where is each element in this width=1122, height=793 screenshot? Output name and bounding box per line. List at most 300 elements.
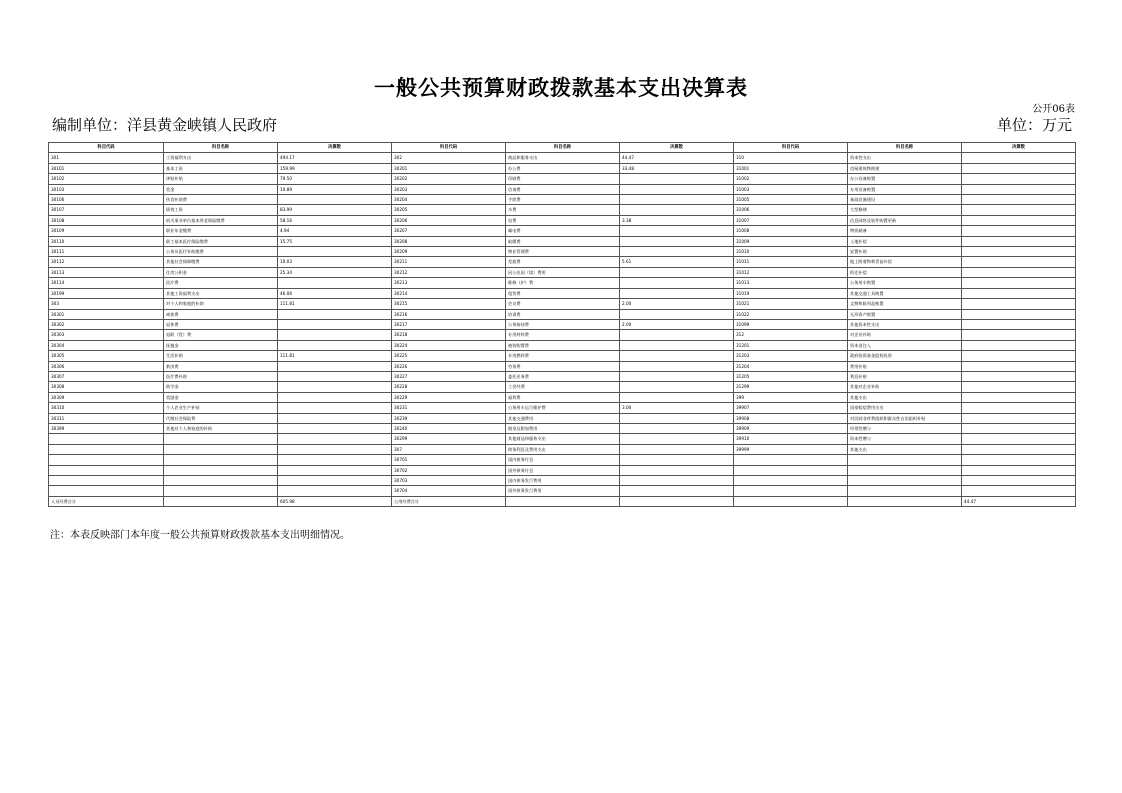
table-cell: 离休费 (164, 309, 278, 319)
table-cell: 维修（护）费 (506, 278, 620, 288)
table-cell: 30215 (392, 299, 506, 309)
table-cell: 30101 (49, 163, 164, 173)
table-cell: 159.99 (278, 163, 392, 173)
table-cell (962, 174, 1076, 184)
table-cell: 58.16 (278, 215, 392, 225)
table-cell: 差旅费 (506, 257, 620, 267)
table-cell (848, 465, 962, 475)
table-cell: 奖金 (164, 184, 278, 194)
table-row (49, 434, 1076, 444)
table-cell: 退职（役）费 (164, 330, 278, 340)
table-cell: 咨询费 (506, 184, 620, 194)
table-cell: 39999 (734, 444, 848, 454)
table-cell (620, 496, 734, 506)
table-cell: 25.34 (278, 267, 392, 277)
table-cell: 30704 (392, 486, 506, 496)
table-cell (848, 476, 962, 486)
table-cell (962, 486, 1076, 496)
table-cell (278, 340, 392, 350)
table-cell: 津贴补贴 (164, 174, 278, 184)
table-cell: 31011 (734, 257, 848, 267)
table-cell: 31099 (734, 319, 848, 329)
table-cell: 租赁费 (506, 288, 620, 298)
header-cell: 决算数 (962, 143, 1076, 153)
table-cell: 地上附着物和青苗补偿 (848, 257, 962, 267)
table-row (49, 444, 1076, 454)
table-cell: 31021 (734, 299, 848, 309)
table-cell (278, 371, 392, 381)
table-cell: 39909 (734, 423, 848, 433)
table-cell (962, 371, 1076, 381)
table-cell: 30302 (49, 319, 164, 329)
table-cell: 医疗费补助 (164, 371, 278, 381)
table-cell: 30214 (392, 288, 506, 298)
table-cell: 302 (392, 153, 506, 163)
table-cell (164, 486, 278, 496)
table-cell: 30299 (392, 434, 506, 444)
header-cell: 科目名称 (506, 143, 620, 153)
table-cell (620, 288, 734, 298)
table-cell: 30306 (49, 361, 164, 371)
table-row (49, 226, 1076, 236)
table-cell: 605.98 (278, 496, 392, 506)
table-cell (49, 444, 164, 454)
table-cell: 救济费 (164, 361, 278, 371)
table-cell (620, 444, 734, 454)
table-cell: 抚恤金 (164, 340, 278, 350)
table-row (49, 215, 1076, 225)
table-cell (278, 403, 392, 413)
table-row (49, 288, 1076, 298)
table-cell (164, 476, 278, 486)
table-cell: 30109 (49, 226, 164, 236)
table-cell: 44.47 (962, 496, 1076, 506)
table-row (49, 153, 1076, 163)
table-cell: 31008 (734, 226, 848, 236)
table-cell: 30217 (392, 319, 506, 329)
table-cell: 30218 (392, 330, 506, 340)
table-cell: 安置补助 (848, 247, 962, 257)
table-row (49, 205, 1076, 215)
table-cell: 30209 (392, 247, 506, 257)
table-cell: 绩效工资 (164, 205, 278, 215)
table-row (49, 330, 1076, 340)
table-cell: 培训费 (506, 309, 620, 319)
table-cell (278, 361, 392, 371)
table-cell: 30224 (392, 340, 506, 350)
table-cell: 30303 (49, 330, 164, 340)
table-cell (278, 434, 392, 444)
table-cell: 30108 (49, 215, 164, 225)
table-cell: 对民间非营利组织和群众性自治组织补贴 (848, 413, 962, 423)
table-cell: 31007 (734, 215, 848, 225)
table-cell: 奖励金 (164, 392, 278, 402)
table-cell: 44.47 (620, 153, 734, 163)
table-row (49, 257, 1076, 267)
table-cell: 30213 (392, 278, 506, 288)
table-cell (734, 486, 848, 496)
table-cell: 利息补贴 (848, 371, 962, 381)
table-cell: 信息网络及软件购置更新 (848, 215, 962, 225)
table-cell: 307 (392, 444, 506, 454)
table-cell: 30307 (49, 371, 164, 381)
table-cell: 2.00 (620, 299, 734, 309)
table-cell (620, 392, 734, 402)
page-title: 一般公共预算财政拨款基本支出决算表 (374, 75, 748, 100)
table-cell: 公务员医疗补助缴费 (164, 247, 278, 257)
table-cell (962, 247, 1076, 257)
table-cell (164, 434, 278, 444)
table-row (49, 247, 1076, 257)
table-cell: 30203 (392, 184, 506, 194)
table-cell: 46.06 (278, 288, 392, 298)
table-cell (848, 496, 962, 506)
table-row (49, 267, 1076, 277)
table-cell (278, 195, 392, 205)
table-cell: 30212 (392, 267, 506, 277)
table-cell: 工资福利支出 (164, 153, 278, 163)
table-cell: 301 (49, 153, 164, 163)
table-cell (962, 195, 1076, 205)
table-cell (278, 444, 392, 454)
table-cell: 工会经费 (506, 382, 620, 392)
table-cell: 电费 (506, 215, 620, 225)
table-cell: 30113 (49, 267, 164, 277)
table-cell: 303 (49, 299, 164, 309)
table-cell: 31022 (734, 309, 848, 319)
table-cell: 83.99 (278, 205, 392, 215)
table-cell (620, 434, 734, 444)
table-row (49, 319, 1076, 329)
table-cell: 111.81 (278, 351, 392, 361)
table-cell: 土地补偿 (848, 236, 962, 246)
table-cell (278, 309, 392, 319)
table-cell: 31006 (734, 205, 848, 215)
table-cell (962, 205, 1076, 215)
table-cell: 印刷费 (506, 174, 620, 184)
table-cell (49, 455, 164, 465)
table-cell: 政府投资基金股权投资 (848, 351, 962, 361)
table-cell: 30301 (49, 309, 164, 319)
table-cell (962, 163, 1076, 173)
table-cell: 其他对企业补助 (848, 382, 962, 392)
table-cell: 79.50 (278, 174, 392, 184)
table-row (49, 382, 1076, 392)
table-row (49, 403, 1076, 413)
table-cell (962, 382, 1076, 392)
table-cell: 文物和陈列品购置 (848, 299, 962, 309)
table-cell: 10.03 (278, 257, 392, 267)
table-cell: 30206 (392, 215, 506, 225)
table-row (49, 371, 1076, 381)
table-cell (620, 226, 734, 236)
table-cell: 2.00 (620, 319, 734, 329)
table-cell: 494.17 (278, 153, 392, 163)
table-row (49, 278, 1076, 288)
table-cell (620, 309, 734, 319)
table-cell: 其他交通费用 (506, 413, 620, 423)
table-cell (620, 247, 734, 257)
table-cell (962, 267, 1076, 277)
table-cell (962, 444, 1076, 454)
table-cell: 30703 (392, 476, 506, 486)
table-cell (278, 486, 392, 496)
table-cell (49, 486, 164, 496)
header-cell: 科目代码 (734, 143, 848, 153)
table-cell (620, 361, 734, 371)
table-cell: 物资储备 (848, 226, 962, 236)
table-cell: 30308 (49, 382, 164, 392)
table-row (49, 392, 1076, 402)
header-cell: 科目名称 (848, 143, 962, 153)
table-row (49, 299, 1076, 309)
table-cell (962, 413, 1076, 423)
table-cell (278, 330, 392, 340)
table-cell: 办公费 (506, 163, 620, 173)
table-row (49, 465, 1076, 475)
table-cell: 30399 (49, 423, 164, 433)
table-cell: 31205 (734, 371, 848, 381)
table-cell: 其他社会保障缴费 (164, 257, 278, 267)
table-cell: 物业管理费 (506, 247, 620, 257)
table-cell (620, 330, 734, 340)
table-cell (962, 465, 1076, 475)
table-cell (620, 413, 734, 423)
table-cell (164, 444, 278, 454)
table-cell: 对个人和家庭的补助 (164, 299, 278, 309)
table-cell: 住房公积金 (164, 267, 278, 277)
table-cell: 39910 (734, 434, 848, 444)
table-cell (278, 392, 392, 402)
table-cell (962, 351, 1076, 361)
table-cell: 30201 (392, 163, 506, 173)
table-cell: 办公设备购置 (848, 174, 962, 184)
table-cell: 15.75 (278, 236, 392, 246)
table-cell (962, 392, 1076, 402)
table-cell: 31002 (734, 174, 848, 184)
table-cell: 债务利息及费用支出 (506, 444, 620, 454)
table-cell: 31003 (734, 184, 848, 194)
table-header-row (49, 143, 1076, 153)
table-cell: 房屋建筑物购建 (848, 163, 962, 173)
table-row (49, 340, 1076, 350)
table-cell (962, 153, 1076, 163)
expenditure-table (48, 142, 1076, 507)
table-cell: 30310 (49, 403, 164, 413)
table-cell (962, 361, 1076, 371)
table-cell (620, 267, 734, 277)
table-cell: 30106 (49, 195, 164, 205)
table-cell: 公用经费合计 (392, 496, 506, 506)
table-cell (962, 330, 1076, 340)
table-cell: 福利费 (506, 392, 620, 402)
table-cell: 生活补助 (164, 351, 278, 361)
table-cell: 其他资本性支出 (848, 319, 962, 329)
table-number: 公开06表 (1032, 104, 1075, 115)
table-cell (506, 496, 620, 506)
table-cell: 基本工资 (164, 163, 278, 173)
table-cell: 无形资产购置 (848, 309, 962, 319)
table-cell: 委托业务费 (506, 371, 620, 381)
table-cell: 基础设施建设 (848, 195, 962, 205)
table-cell: 其他工资福利支出 (164, 288, 278, 298)
table-cell (620, 486, 734, 496)
table-cell (278, 413, 392, 423)
table-cell (164, 496, 278, 506)
table-cell: 医疗费 (164, 278, 278, 288)
table-row (49, 163, 1076, 173)
table-cell: 国内债务付息 (506, 455, 620, 465)
table-cell: 手续费 (506, 195, 620, 205)
table-cell: 30107 (49, 205, 164, 215)
table-cell: 30202 (392, 174, 506, 184)
table-cell: 31009 (734, 236, 848, 246)
reporting-unit: 编制单位：洋县黄金峡镇人民政府 (52, 116, 278, 134)
table-row (49, 351, 1076, 361)
table-cell: 会议费 (506, 299, 620, 309)
table-cell (620, 195, 734, 205)
table-cell (962, 215, 1076, 225)
table-row (49, 361, 1076, 371)
table-cell (962, 288, 1076, 298)
table-cell: 邮电费 (506, 226, 620, 236)
table-cell: 30102 (49, 174, 164, 184)
table-cell: 其他商品和服务支出 (506, 434, 620, 444)
table-cell: 其他支出 (848, 392, 962, 402)
table-cell (962, 299, 1076, 309)
table-cell: 30205 (392, 205, 506, 215)
table-cell: 国内债务发行费用 (506, 476, 620, 486)
table-cell: 30309 (49, 392, 164, 402)
table-cell: 对企业补助 (848, 330, 962, 340)
table-cell: 30226 (392, 361, 506, 371)
table-cell (620, 184, 734, 194)
table-cell (278, 382, 392, 392)
table-cell: 30305 (49, 351, 164, 361)
table-cell: 3.38 (620, 215, 734, 225)
table-cell (49, 476, 164, 486)
expenditure-table-container (48, 142, 1075, 507)
table-cell (734, 496, 848, 506)
currency-unit: 单位：万元 (996, 116, 1072, 134)
table-cell: 31201 (734, 340, 848, 350)
table-cell (278, 455, 392, 465)
header-cell: 决算数 (620, 143, 734, 153)
table-cell (620, 371, 734, 381)
table-row (49, 486, 1076, 496)
table-cell: 职业年金缴费 (164, 226, 278, 236)
table-row (49, 423, 1076, 433)
table-cell: 30111 (49, 247, 164, 257)
table-cell: 公务用车购置 (848, 278, 962, 288)
table-cell: 310 (734, 153, 848, 163)
table-cell: 5.61 (620, 257, 734, 267)
table-cell: 30228 (392, 382, 506, 392)
table-cell: 拆迁补偿 (848, 267, 962, 277)
table-cell: 专用材料费 (506, 330, 620, 340)
table-cell: 经常性赠与 (848, 423, 962, 433)
table-cell: 大型修缮 (848, 205, 962, 215)
table-cell: 税金及附加费用 (506, 423, 620, 433)
table-cell: 30304 (49, 340, 164, 350)
table-cell: 专用燃料费 (506, 351, 620, 361)
table-cell: 退休费 (164, 319, 278, 329)
table-cell (962, 309, 1076, 319)
table-cell: 伙食补助费 (164, 195, 278, 205)
table-cell: 30110 (49, 236, 164, 246)
table-row (49, 174, 1076, 184)
table-cell: 30103 (49, 184, 164, 194)
table-cell (962, 423, 1076, 433)
table-cell (620, 340, 734, 350)
table-cell: 31203 (734, 351, 848, 361)
table-cell: 个人农业生产补贴 (164, 403, 278, 413)
table-cell: 30208 (392, 236, 506, 246)
table-cell (962, 455, 1076, 465)
table-cell (164, 465, 278, 475)
header-cell: 决算数 (278, 143, 392, 153)
table-cell: 其他支出 (848, 444, 962, 454)
table-cell: 水费 (506, 205, 620, 215)
table-cell: 专用设备购置 (848, 184, 962, 194)
table-row (49, 184, 1076, 194)
table-cell (962, 476, 1076, 486)
table-cell: 其他对个人和家庭的补助 (164, 423, 278, 433)
table-cell: 助学金 (164, 382, 278, 392)
table-cell (620, 174, 734, 184)
table-row (49, 496, 1076, 506)
table-cell: 被装购置费 (506, 340, 620, 350)
table-cell: 30112 (49, 257, 164, 267)
header-cell: 科目代码 (49, 143, 164, 153)
table-cell (620, 205, 734, 215)
table-row (49, 476, 1076, 486)
table-cell: 资本性赠与 (848, 434, 962, 444)
table-cell: 30216 (392, 309, 506, 319)
table-cell: 31001 (734, 163, 848, 173)
table-cell (278, 423, 392, 433)
table-cell: 30701 (392, 455, 506, 465)
table-cell: 国外债务付息 (506, 465, 620, 475)
table-cell (620, 236, 734, 246)
table-cell (620, 382, 734, 392)
table-cell (620, 455, 734, 465)
table-cell: 30231 (392, 403, 506, 413)
table-cell (278, 278, 392, 288)
table-cell: 31010 (734, 247, 848, 257)
table-cell: 30225 (392, 351, 506, 361)
table-cell: 30311 (49, 413, 164, 423)
table-body (49, 153, 1076, 507)
table-cell (164, 455, 278, 465)
table-cell (962, 236, 1076, 246)
table-cell: 31299 (734, 382, 848, 392)
table-cell: 30240 (392, 423, 506, 433)
table-cell: 30204 (392, 195, 506, 205)
table-cell (278, 476, 392, 486)
table-cell (962, 184, 1076, 194)
table-cell (962, 434, 1076, 444)
table-cell (620, 278, 734, 288)
table-cell: 30702 (392, 465, 506, 475)
table-cell: 代缴社会保险费 (164, 413, 278, 423)
table-cell (962, 403, 1076, 413)
table-cell (278, 247, 392, 257)
table-row (49, 413, 1076, 423)
table-cell: 30239 (392, 413, 506, 423)
table-cell: 国外债务发行费用 (506, 486, 620, 496)
table-cell: 10.89 (278, 184, 392, 194)
